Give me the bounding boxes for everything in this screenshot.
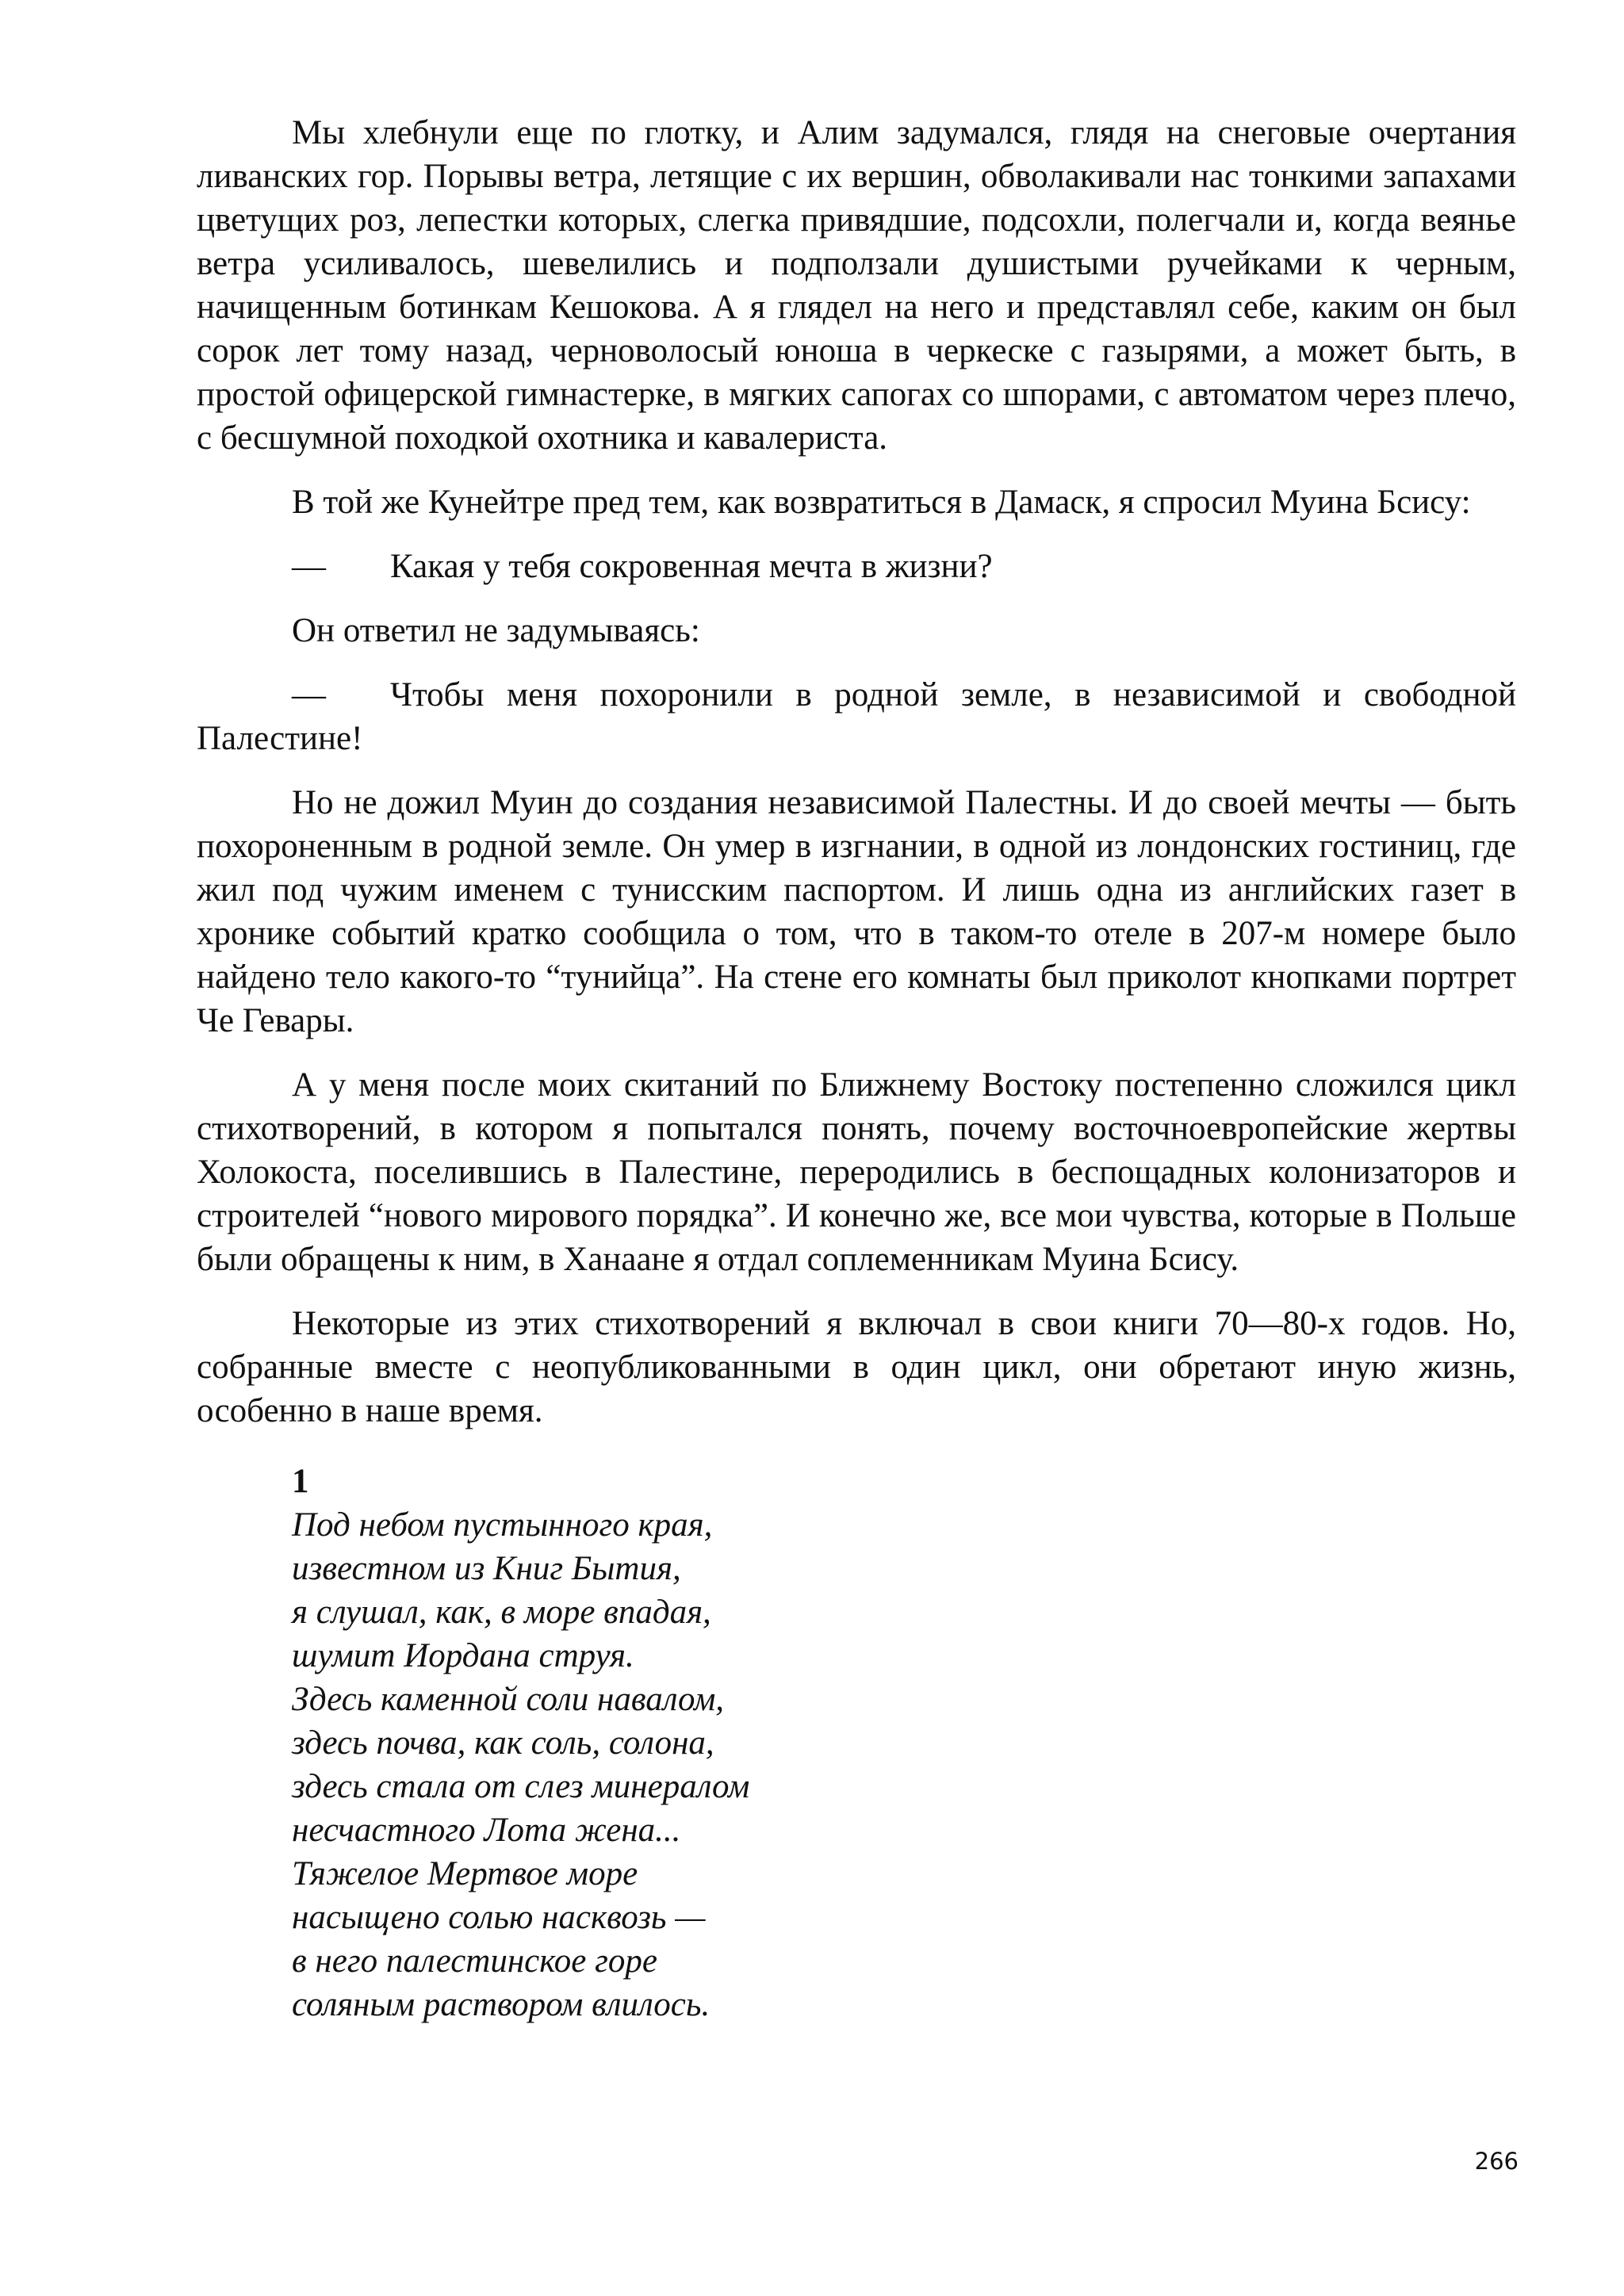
poem-line: шумит Иордана струя. bbox=[292, 1637, 634, 1674]
poem-line: насыщено солью насквозь — bbox=[292, 1899, 706, 1936]
poem-line: здесь почва, как соль, солона, bbox=[292, 1724, 714, 1762]
page-number: 266 bbox=[1474, 2148, 1519, 2175]
dialogue-dash: — bbox=[292, 548, 326, 585]
poem-line: Тяжелое Мертвое море bbox=[292, 1855, 638, 1892]
poem-line: я слушал, как, в море впадая, bbox=[292, 1594, 711, 1631]
paragraph-alim-memory: Мы хлебнули еще по глотку, и Алим задумался, глядя на снеговые очертания ливанских гор. Порывы ветра, летящие с их вершин, обволакивали нас тонкими запахами цветущих роз, лепестки которых, слегка привядшие, подсохли, полегчали и, когда веянье ветра усиливалось, шевелились и подползали душистыми ручейками к черным, начищенным ботинкам Кешокова. А я глядел на него и представлял себе, каким он был сорок лет тому назад, черноволосый юноша в черкеске с газырями, а может быть, в простой офицерской гимнастерке, в мягких сапогах со шпорами, с автоматом через плечо, с бесшумной походкой охотника и кавалериста. bbox=[197, 114, 1516, 457]
page-body bbox=[197, 111, 1516, 2026]
poem-line: известном из Книг Бытия, bbox=[292, 1550, 681, 1587]
dialogue-question-text: Какая у тебя сокровенная мечта в жизни? bbox=[390, 548, 993, 585]
poem-line: Здесь каменной соли навалом, bbox=[292, 1681, 725, 1718]
poem bbox=[292, 1460, 1516, 2026]
poem-line: соляным раствором влилось. bbox=[292, 1986, 710, 2023]
paragraph-question-intro: В той же Кунейтре пред тем, как возвратиться в Дамаск, я спросил Муина Бсису: bbox=[292, 484, 1471, 521]
paragraph-answer-intro: Он ответил не задумываясь: bbox=[292, 612, 700, 649]
poem-line: в него палестинское горе bbox=[292, 1942, 657, 1980]
dialogue-dash: — bbox=[292, 676, 326, 714]
dialogue-answer bbox=[197, 673, 1516, 760]
poem-number: 1 bbox=[292, 1463, 309, 1500]
paragraph-poem-cycle: А у меня после моих скитаний по Ближнему Востоку постепенно сложился цикл стихотворений, в котором я попытался понять, почему восточноевропейские жертвы Холокоста, поселившись в Палестине, переродились в беспощадных колонизаторов и строителей “нового мирового порядка”. И конечно же, все мои чувства, которые в Польше были обращены к ним, в Ханаане я отдал соплеменникам Муина Бсису. bbox=[197, 1066, 1516, 1278]
poem-line: Под небом пустынного края, bbox=[292, 1506, 713, 1544]
paragraph-books: Некоторые из этих стихотворений я включал в свои книги 70—80-х годов. Но, собранные вместе с неопубликованными в один цикл, они обретают иную жизнь, особенно в наше время. bbox=[197, 1305, 1516, 1429]
dialogue-question bbox=[197, 545, 1516, 588]
poem-line: здесь стала от слез минералом bbox=[292, 1768, 750, 1805]
paragraph-muin-death: Но не дожил Муин до создания независимой Палестны. И до своей мечты — быть похороненным в родной земле. Он умер в изгнании, в одной из лондонских гостиниц, где жил под чужим именем с тунисским паспортом. И лишь одна из английских газет в хронике событий кратко сообщила о том, что в таком-то отеле в 207-м номере было найдено тело какого-то “тунийца”. На стене его комнаты был приколот кнопками портрет Че Гевары. bbox=[197, 784, 1516, 1039]
poem-line: несчастного Лота жена... bbox=[292, 1812, 681, 1849]
dialogue-answer-text: Чтобы меня похоронили в родной земле, в независимой и свободной Палестине! bbox=[197, 676, 1516, 757]
